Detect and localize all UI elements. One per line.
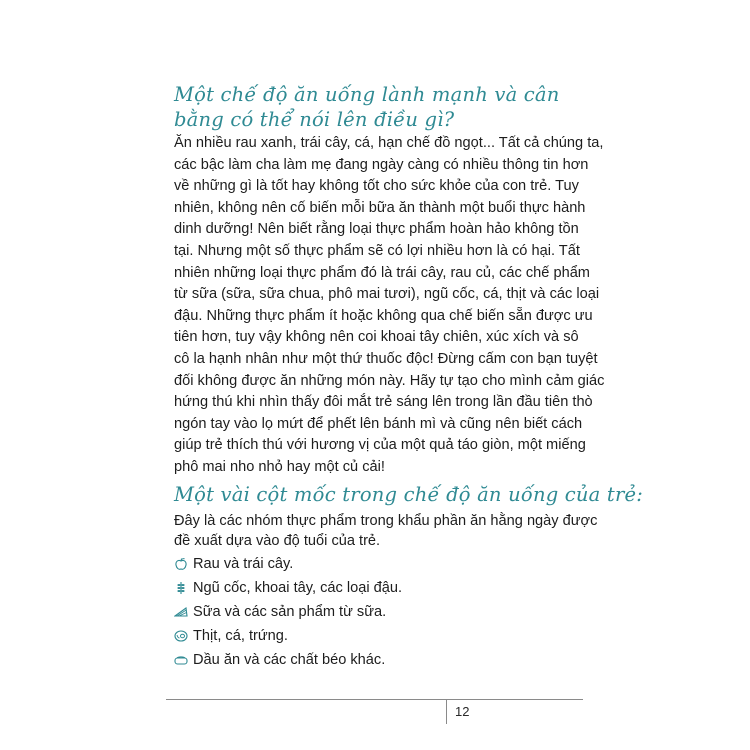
list-item	[174, 600, 386, 624]
list-item-label: Rau và trái cây.	[193, 556, 294, 572]
paragraph-line: giúp trẻ thích thú với hương vị của một quả táo giòn, một miếng	[174, 437, 586, 454]
paragraph-line: nhiên, không nên cố biến mỗi bữa ăn thành một buổi thực hành	[174, 199, 586, 216]
section-heading-milestones: Một vài cột mốc trong chế độ ăn uống của trẻ:	[174, 483, 643, 506]
paragraph-line: hứng thú khi nhìn thấy đôi mắt trẻ sáng lên trong lần đầu tiên thò	[174, 394, 593, 411]
list-item-label: Sữa và các sản phẩm từ sữa.	[193, 604, 387, 620]
list-item	[174, 624, 288, 648]
paragraph-line: cô la hạnh nhân như một thứ thuốc độc! Đừng cấm con bạn tuyệt	[174, 351, 598, 367]
paragraph-line: dinh dưỡng! Nên biết rằng loại thực phẩm hoàn hảo không tồn	[174, 221, 579, 238]
paragraph-line: đối không được ăn những món này. Hãy tự tạo cho mình cảm giác	[174, 372, 605, 389]
list-item	[174, 576, 402, 600]
intro-line: đề xuất dựa vào độ tuổi của trẻ.	[174, 533, 381, 549]
paragraph-line: nhiên những loại thực phẩm đó là trái cây, rau củ, các chế phẩm	[174, 264, 590, 281]
wheat-icon	[174, 581, 188, 595]
meat-icon	[174, 629, 188, 643]
intro-line: Đây là các nhóm thực phẩm trong khẩu phần ăn hằng ngày được	[174, 513, 598, 529]
list-item-label: Dầu ăn và các chất béo khác.	[193, 652, 386, 668]
paragraph-line: các bậc làm cha làm mẹ đang ngày càng có nhiều thông tin hơn	[174, 156, 589, 173]
list-item-label: Ngũ cốc, khoai tây, các loại đậu.	[193, 580, 403, 596]
cheese-icon	[174, 605, 188, 619]
list-item	[174, 552, 293, 576]
footer-rule	[166, 699, 583, 700]
paragraph-line: tiên hơn, tuy vậy không nên coi khoai tây chiên, xúc xích và sô	[174, 329, 579, 346]
footer-divider	[446, 700, 447, 724]
paragraph-line: tại. Nhưng một số thực phẩm sẽ có lợi nhiều hơn là có hại. Tất	[174, 243, 580, 259]
section-heading-healthy-diet: Một chế độ ăn uống lành mạnh và cân bằng có thể nói lên điều gì?	[174, 83, 560, 131]
paragraph-line: từ sữa (sữa, sữa chua, phô mai tươi), ngũ cốc, cá, thịt và các loại	[174, 286, 600, 303]
oil-icon	[174, 653, 188, 667]
list-item	[174, 648, 385, 672]
paragraph-line: Ăn nhiều rau xanh, trái cây, cá, hạn chế đồ ngọt... Tất cả chúng ta,	[174, 135, 604, 151]
paragraph-line: ngón tay vào lọ mứt để phết lên bánh mì và cũng nên biết cách	[174, 415, 583, 432]
paragraph-line: phô mai nho nhỏ hay một củ cải!	[174, 459, 385, 475]
paragraph-line: về những gì là tốt hay không tốt cho sức khỏe của con trẻ. Tuy	[174, 178, 579, 195]
page-number: 12	[455, 704, 470, 719]
paragraph-line: đậu. Những thực phẩm ít hoặc không qua chế biến sẵn được ưu	[174, 307, 593, 324]
list-item-label: Thịt, cá, trứng.	[193, 628, 288, 644]
apple-icon	[174, 557, 188, 571]
